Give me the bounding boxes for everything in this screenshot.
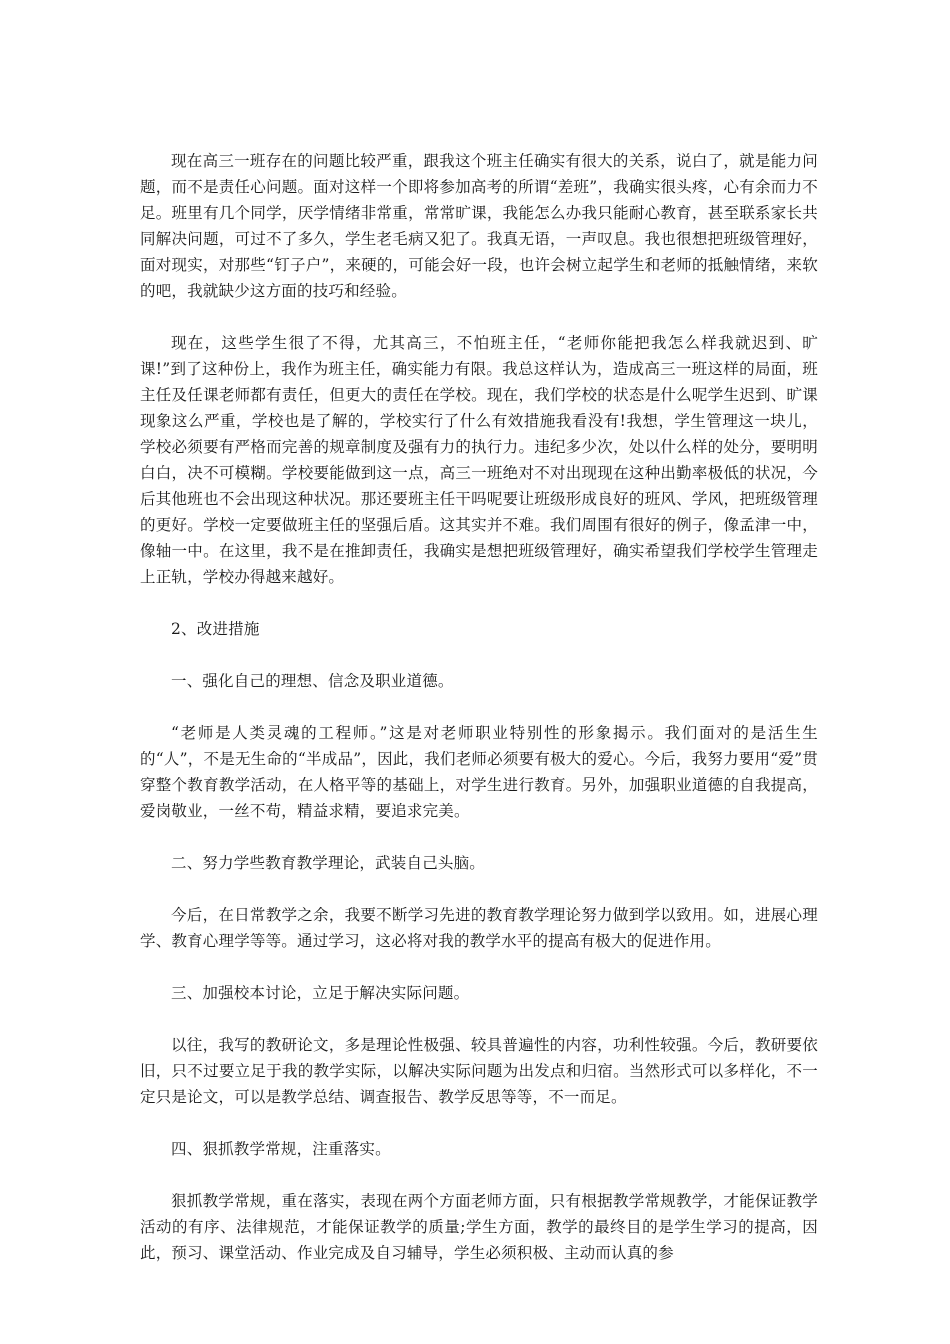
measure-heading-3: 三、加强校本讨论，立足于解决实际问题。 [171,984,470,1002]
paragraph-measure-3: 以往，我写的教研论文，多是理论性极强、较具普遍性的内容，功利性较强。今后，教研要依旧，只不过要立足于我的教学实际，以解决实际问题为出发点和归宿。当然形式可以多样化，不一定只是论文，可以是教学总结、调查报告、教学反思等等，不一而足。 [140,1036,818,1106]
paragraph-measure-1: “老师是人类灵魂的工程师。”这是对老师职业特别性的形象揭示。我们面对的是活生生的“人”，不是无生命的“半成品”，因此，我们老师必须要有极大的爱心。今后，我努力要用“爱”贯穿整个教育教学活动，在人格平等的基础上，对学生进行教育。另外，加强职业道德的自我提高，爱岗敬业，一丝不苟，精益求精，要追求完美。 [140,724,818,820]
document-body [140,148,818,1292]
section-heading-improvements: 2、改进措施 [171,620,260,638]
paragraph-class-problems: 现在高三一班存在的问题比较严重，跟我这个班主任确实有很大的关系，说白了，就是能力问题，而不是责任心问题。面对这样一个即将参加高考的所谓“差班”，我确实很头疼，心有余而力不足。班里有几个同学，厌学情绪非常重，常常旷课，我能怎么办我只能耐心教育，甚至联系家长共同解决问题，可过不了多久，学生老毛病又犯了。我真无语，一声叹息。我也很想把班级管理好，面对现实，对那些“钉子户”，来硬的，可能会好一段，也许会树立起学生和老师的抵触情绪，来软的吧，我就缺少这方面的技巧和经验。 [140,152,818,300]
paragraph-measure-4: 狠抓教学常规，重在落实，表现在两个方面老师方面，只有根据教学常规教学，才能保证教学活动的有序、法律规范，才能保证教学的质量;学生方面，教学的最终目的是学生学习的提高，因此，预习、课堂活动、作业完成及自习辅导，学生必须积极、主动而认真的参 [140,1192,818,1262]
measure-heading-1: 一、强化自己的理想、信念及职业道德。 [171,672,454,690]
measure-heading-4: 四、狠抓教学常规，注重落实。 [171,1140,391,1158]
paragraph-measure-2: 今后，在日常教学之余，我要不断学习先进的教育教学理论努力做到学以致用。如，进展心理学、教育心理学等等。通过学习，这必将对我的教学水平的提高有极大的促进作用。 [140,906,818,950]
paragraph-school-responsibility: 现在，这些学生很了不得，尤其高三，不怕班主任，“老师你能把我怎么样我就迟到、旷课!”到了这种份上，我作为班主任，确实能力有限。我总这样认为，造成高三一班这样的局面，班主任及任课老师都有责任，但更大的责任在学校。现在，我们学校的状态是什么呢学生迟到、旷课现象这么严重，学校也是了解的，学校实行了什么有效措施我看没有!我想，学生管理这一块儿，学校必须要有严格而完善的规章制度及强有力的执行力。违纪多少次，处以什么样的处分，要明明白白，决不可模糊。学校要能做到这一点，高三一班绝对不对出现现在这种出勤率极低的状况，今后其他班也不会出现这种状况。那还要班主任干吗呢要让班级形成良好的班风、学风，把班级管理的更好。学校一定要做班主任的坚强后盾。这其实并不难。我们周围有很好的例子，像孟津一中，像轴一中。在这里，我不是在推卸责任，我确实是想把班级管理好，确实希望我们学校学生管理走上正轨，学校办得越来越好。 [140,334,818,586]
measure-heading-2: 二、努力学些教育教学理论，武装自己头脑。 [171,854,486,872]
